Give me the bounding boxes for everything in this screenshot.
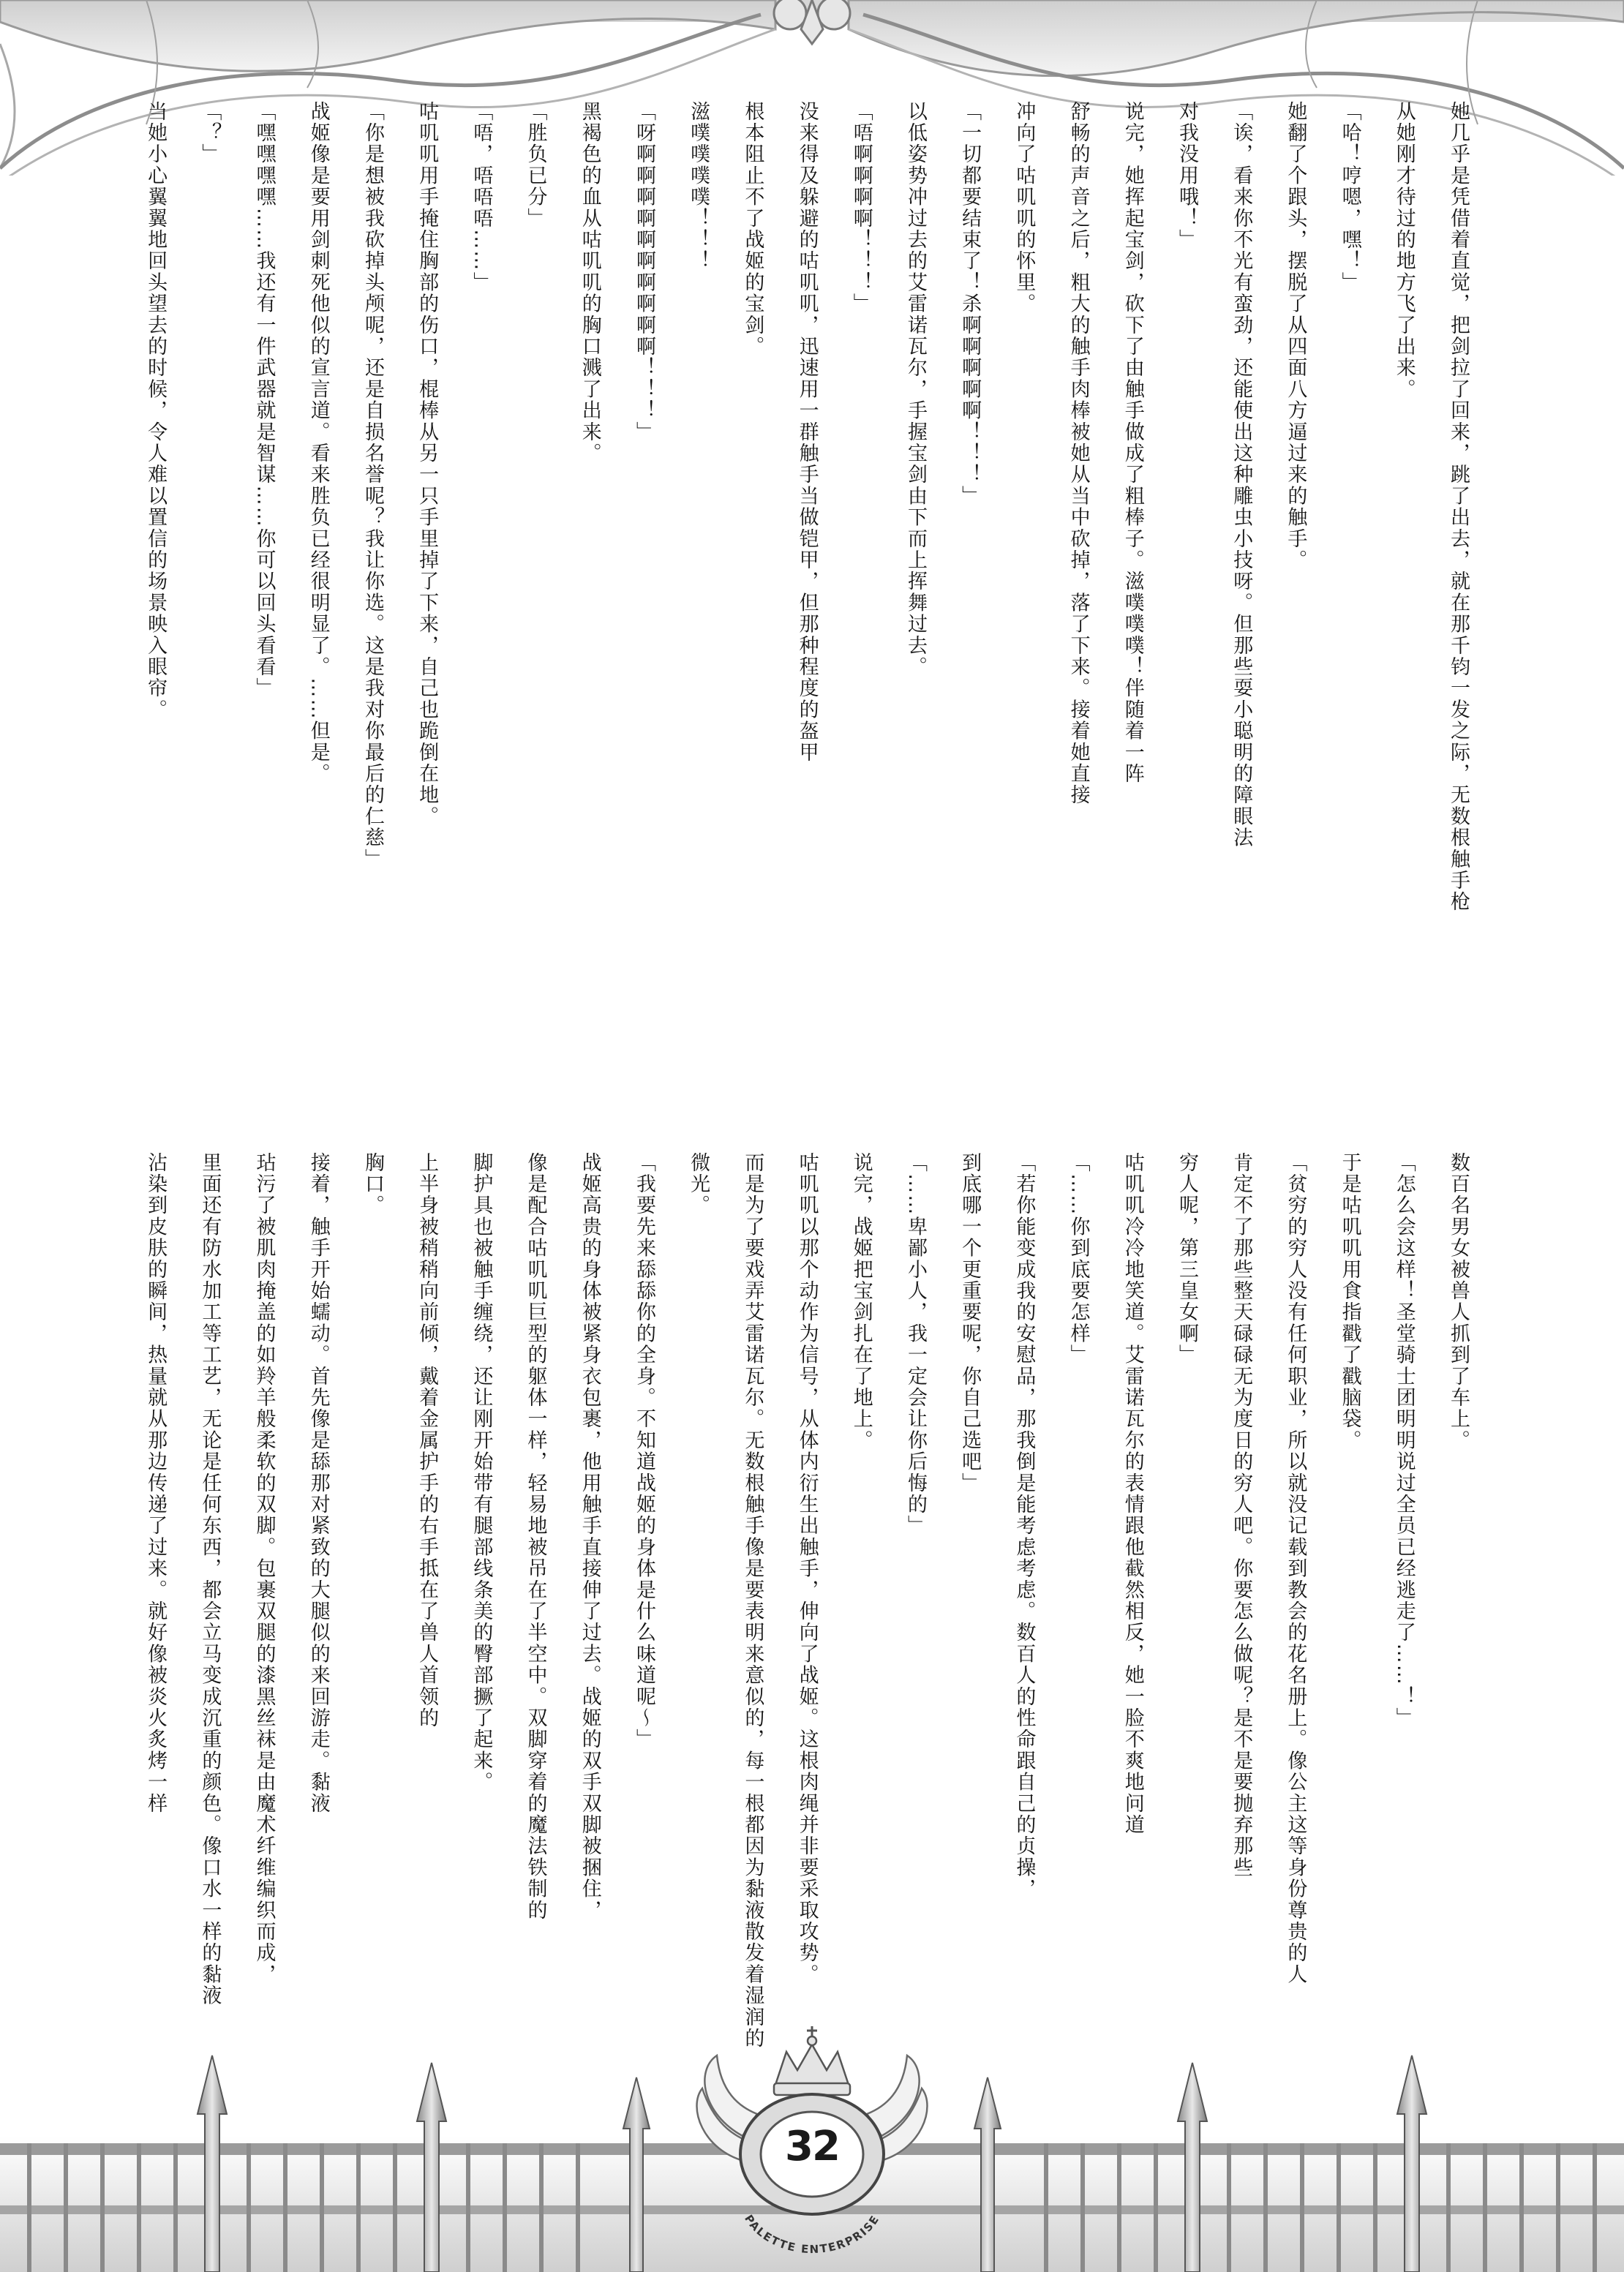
text-line: 到底哪一个更重要呢，你自己选吧」 [958, 1152, 982, 1494]
text-line: 微光。 [687, 1152, 710, 1216]
text-line: 「一切都要结束了！杀啊啊啊啊啊！！！」 [958, 101, 982, 507]
text-line: 根本阻止不了战姬的宝剑。 [741, 101, 764, 358]
text-line: 没来得及躲避的咕叽叽，迅速用一群触手当做铠甲，但那种程度的盔甲 [795, 101, 819, 764]
text-line: 「……你到底要怎样」 [1067, 1152, 1090, 1366]
text-line: 玷污了被肌肉掩盖的如羚羊般柔软的双脚。包裹双腿的漆黑丝袜是由魔术纤维编织而成， [252, 1152, 276, 1985]
text-line: 说完，她挥起宝剑，砍下了由触手做成了粗棒子。滋噗噗噗！伴随着一阵 [1121, 101, 1144, 785]
crown-icon [774, 2036, 850, 2095]
text-line: 数百名男女被兽人抓到了车上。 [1447, 1152, 1470, 1451]
text-line: 「……卑鄙小人，我一定会让你后悔的」 [903, 1152, 927, 1537]
text-line: 里面还有防水加工等工艺，无论是任何东西，都会立马变成沉重的颜色。像口水一样的黏液 [198, 1152, 222, 2006]
text-line: 肯定不了那些整天碌碌无为度日的穷人吧。你要怎么做呢？是不是要抛弃那些 [1230, 1152, 1253, 1878]
text-line: 「怎么会这样！圣堂骑士团明明说过全员已经逃走了……！」 [1392, 1152, 1416, 1729]
text-line: 沾染到皮肤的瞬间，热量就从那边传递了过来。就好像被炎火炙烤一样 [144, 1152, 168, 1815]
text-line: 滋噗噗噗噗！！！ [687, 101, 710, 272]
text-line: 冲向了咕叽叽的怀里。 [1012, 101, 1036, 315]
text-line: 「唔，唔唔唔……」 [470, 101, 493, 293]
text-line: 黑褐色的血从咕叽叽的胸口溅了出来。 [578, 101, 601, 464]
text-line: 胸口。 [361, 1152, 384, 1216]
text-line: 战姬高贵的身体被紧身衣包裹，他用触手直接伸了过去。战姬的双手双脚被捆住， [578, 1152, 601, 1922]
emblem-text: PALETTE ENTERPRISE [742, 2212, 882, 2257]
text-line: 接着，触手开始蠕动。首先像是舔那对紧致的大腿似的来回游走。黏液 [307, 1152, 330, 1815]
text-line: 她几乎是凭借着直觉，把剑拉了回来，跳了出去，就在那千钧一发之际，无数根触手枪 [1447, 101, 1470, 913]
text-line: 当她小心翼翼地回头望去的时候，令人难以置信的场景映入眼帘。 [144, 101, 168, 721]
text-line: 战姬像是要用剑刺死他似的宣言道。看来胜负已经很明显了。……但是。 [307, 101, 330, 785]
text-line: 「哈！哼嗯，嘿！」 [1338, 101, 1361, 293]
svg-text:PALETTE ENTERPRISE [742, 2213, 882, 2257]
page-number: 32 [785, 2123, 839, 2170]
text-line: 咕叽叽以那个动作为信号，从体内衍生出触手，伸向了战姬。这根肉绳并非要采取攻势。 [795, 1152, 819, 1985]
text-line: 「嘿嘿嘿嘿……我还有一件武器就是智谋……你可以回头看看」 [252, 101, 276, 699]
text-line: 「你是想被我砍掉头颅呢，还是自损名誉呢？我让你选。这是我对你最后的仁慈」 [361, 101, 384, 870]
text-line: 对我没用哦！」 [1175, 101, 1198, 251]
text-line: 「唔啊啊啊啊！！！」 [849, 101, 873, 315]
text-block-upper [139, 101, 1485, 928]
text-line: 于是咕叽叽用食指戳了戳脑袋。 [1338, 1152, 1361, 1451]
text-line: 穷人呢，第三皇女啊」 [1175, 1152, 1198, 1366]
text-line: 上半身被稍稍向前倾，戴着金属护手的右手抵在了兽人首领的 [416, 1152, 439, 1729]
text-line: 以低姿势冲过去的艾雷诺瓦尔，手握宝剑由下而上挥舞过去。 [903, 101, 927, 678]
text-line: 「我要先来舔舔你的全身。不知道战姬的身体是什么味道呢～」 [632, 1152, 655, 1750]
text-line: 「呀啊啊啊啊啊啊啊啊啊啊！！！」 [632, 101, 655, 443]
text-line: 「诶，看来你不光有蛮劲，还能使出这种雕虫小技呀。但那些耍小聪明的障眼法 [1230, 101, 1253, 849]
text-line: 从她刚才待过的地方飞了出来。 [1392, 101, 1416, 400]
text-line: 咕叽叽冷冷地笑道。艾雷诺瓦尔的表情跟他截然相反，她一脸不爽地问道 [1121, 1152, 1144, 1836]
text-line: 脚护具也被触手缠绕，还让刚开始带有腿部线条美的臀部撅了起来。 [470, 1152, 493, 1793]
text-line: 像是配合咕叽叽巨型的躯体一样，轻易地被吊在了半空中。双脚穿着的魔法铁制的 [524, 1152, 547, 1922]
text-line: 「？」 [198, 101, 222, 165]
text-line: 她翻了个跟头，摆脱了从四面八方逼过来的触手。 [1284, 101, 1307, 571]
text-line: 「胜负已分」 [524, 101, 547, 230]
text-line: 「若你能变成我的安慰品，那我倒是能考虑考虑。数百人的性命跟自己的贞操， [1012, 1152, 1036, 1900]
text-line: 说完，战姬把宝剑扎在了地上。 [849, 1152, 873, 1451]
text-block-lower [139, 1152, 1485, 2050]
text-line: 「贫穷的穷人没有任何职业，所以就没记载到教会的花名册上。像公主这等身份尊贵的人 [1284, 1152, 1307, 1985]
text-line: 舒畅的声音之后，粗大的触手肉棒被她从当中砍掉，落了下来。接着她直接 [1067, 101, 1090, 806]
text-line: 咕叽叽用手掩住胸部的伤口，棍棒从另一只手里掉了下来，自己也跪倒在地。 [416, 101, 439, 827]
text-line: 而是为了要戏弄艾雷诺瓦尔。无数根触手像是要表明来意似的，每一根都因为黏液散发着湿润的 [741, 1152, 764, 2050]
